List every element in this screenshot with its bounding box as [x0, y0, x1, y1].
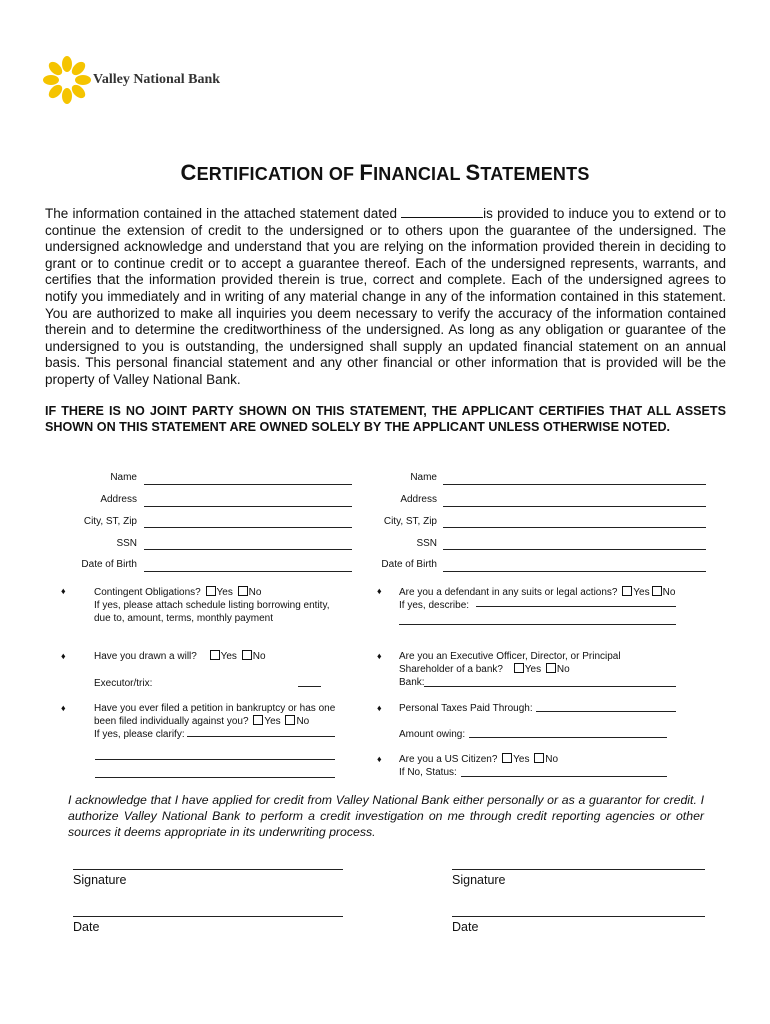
bank-logo — [43, 56, 91, 104]
executor-label: Executor/trix: — [94, 678, 153, 689]
page-title: CERTIFICATION OF FINANCIAL STATEMENTS — [180, 160, 590, 185]
executor-field[interactable] — [298, 686, 321, 687]
contingent-obligations-question: Contingent Obligations? Yes No If yes, please attach schedule listing borrowing entity, due to, amount, terms, monthly payment — [94, 587, 330, 624]
amount-owing-label: Amount owing: — [399, 729, 466, 740]
signature-label-right: Signature — [452, 873, 506, 887]
statement-date-field[interactable] — [401, 207, 483, 218]
city-label-left: City, ST, Zip — [83, 516, 137, 527]
intro-paragraph: The information contained in the attached statement dated is provided to induce you to extend or to continue the extension of credit to the undersigned or to others upon the guarantee of the undersigned. The undersigned acknowledge and understand that you are relying on the information provided therein in deciding to grant or to continue credit or to accept a guarantee thereof. Each of the undersigned represents, warrants, and certifies that the information provided therein is true, correct and complete. Each of the undersigned agrees to notify you immediately and in writing of any material change in any of the information contained in this statement. You are authorized to make all inquiries you deem necessary to verify the accuracy of the information contained therein and to determine the creditworthiness of the undersigned. As long as any obligation or guarantee of the undersigned to you is outstanding, the undersigned shall supply an updated financial statement on an annual basis. This personal financial statement and any other financial or other information that is provided will be the property of Valley National Bank. — [45, 206, 727, 387]
dob-label-right: Date of Birth — [381, 559, 437, 570]
citizen-status-field[interactable] — [461, 776, 667, 777]
ssn-label-right: SSN — [416, 538, 437, 549]
name-label-left: Name — [110, 472, 137, 483]
bank-name: Valley National Bank — [93, 72, 221, 87]
dob-field-right[interactable] — [443, 571, 706, 572]
bankruptcy-yes-checkbox[interactable] — [253, 715, 263, 725]
address-label-right: Address — [400, 494, 437, 505]
diamond-bullet-icon: ♦ — [377, 651, 382, 661]
signature-label-left: Signature — [73, 873, 127, 887]
defendant-no-checkbox[interactable] — [652, 586, 662, 596]
date-line-left[interactable] — [73, 916, 343, 917]
date-label-right: Date — [452, 920, 479, 934]
executive-officer-question: Are you an Executive Officer, Director, or Principal Shareholder of a bank? Yes No Bank: — [399, 651, 621, 688]
defendant-yes-checkbox[interactable] — [622, 586, 632, 596]
citizen-no-checkbox[interactable] — [534, 753, 544, 763]
dob-field-left[interactable] — [144, 571, 352, 572]
date-label-left: Date — [73, 920, 100, 934]
will-question: Have you drawn a will? Yes No — [94, 651, 266, 662]
sun-flower-logo-icon — [43, 56, 91, 104]
ssn-field-right[interactable] — [443, 549, 706, 550]
address-field-right[interactable] — [443, 506, 706, 507]
city-field-right[interactable] — [443, 527, 706, 528]
personal-taxes-question: Personal Taxes Paid Through: — [399, 703, 533, 714]
bankruptcy-clarify-line-2[interactable] — [95, 759, 335, 760]
will-no-checkbox[interactable] — [242, 650, 252, 660]
diamond-bullet-icon: ♦ — [377, 586, 382, 596]
citizen-yes-checkbox[interactable] — [502, 753, 512, 763]
name-field-left[interactable] — [144, 484, 352, 485]
diamond-bullet-icon: ♦ — [61, 651, 66, 661]
acknowledgement-paragraph: I acknowledge that I have applied for credit from Valley National Bank either personally or as a guarantor for credit. I authorize Valley National Bank to perform a credit investigation on me through credit reporting agencies or other sources it deems appropriate in its underwriting process. — [68, 793, 704, 839]
executive-no-checkbox[interactable] — [546, 663, 556, 673]
diamond-bullet-icon: ♦ — [377, 703, 382, 713]
will-yes-checkbox[interactable] — [210, 650, 220, 660]
bankruptcy-clarify-line-3[interactable] — [95, 777, 335, 778]
personal-taxes-field[interactable] — [536, 711, 676, 712]
amount-owing-field[interactable] — [469, 737, 667, 738]
dob-label-left: Date of Birth — [81, 559, 137, 570]
name-label-right: Name — [410, 472, 437, 483]
defendant-describe-line-2[interactable] — [399, 624, 676, 625]
ssn-field-left[interactable] — [144, 549, 352, 550]
ssn-label-left: SSN — [116, 538, 137, 549]
name-field-right[interactable] — [443, 484, 706, 485]
us-citizen-question: Are you a US Citizen? Yes No If No, Status: — [399, 754, 559, 778]
diamond-bullet-icon: ♦ — [377, 754, 382, 764]
address-field-left[interactable] — [144, 506, 352, 507]
joint-party-notice: IF THERE IS NO JOINT PARTY SHOWN ON THIS STATEMENT, THE APPLICANT CERTIFIES THAT ALL ASSETS SHOWN ON THIS STATEMENT ARE OWNED SOLELY BY THE APPLICANT UNLESS OTHERWISE NOTED. — [45, 404, 726, 434]
address-label-left: Address — [100, 494, 137, 505]
contingent-yes-checkbox[interactable] — [206, 586, 216, 596]
diamond-bullet-icon: ♦ — [61, 703, 66, 713]
defendant-question: Are you a defendant in any suits or legal actions? Yes No If yes, describe: — [399, 587, 676, 611]
bank-field[interactable] — [424, 686, 676, 687]
bankruptcy-clarify-field[interactable] — [187, 736, 335, 737]
signature-line-left[interactable] — [73, 869, 343, 870]
defendant-describe-field[interactable] — [476, 606, 676, 607]
date-line-right[interactable] — [452, 916, 705, 917]
bankruptcy-no-checkbox[interactable] — [285, 715, 295, 725]
diamond-bullet-icon: ♦ — [61, 586, 66, 596]
executive-yes-checkbox[interactable] — [514, 663, 524, 673]
bankruptcy-question: Have you ever filed a petition in bankruptcy or has one been filed individually against you? Yes No If yes, please clarify: — [94, 703, 336, 740]
city-field-left[interactable] — [144, 527, 352, 528]
signature-line-right[interactable] — [452, 869, 705, 870]
city-label-right: City, ST, Zip — [383, 516, 437, 527]
contingent-no-checkbox[interactable] — [238, 586, 248, 596]
